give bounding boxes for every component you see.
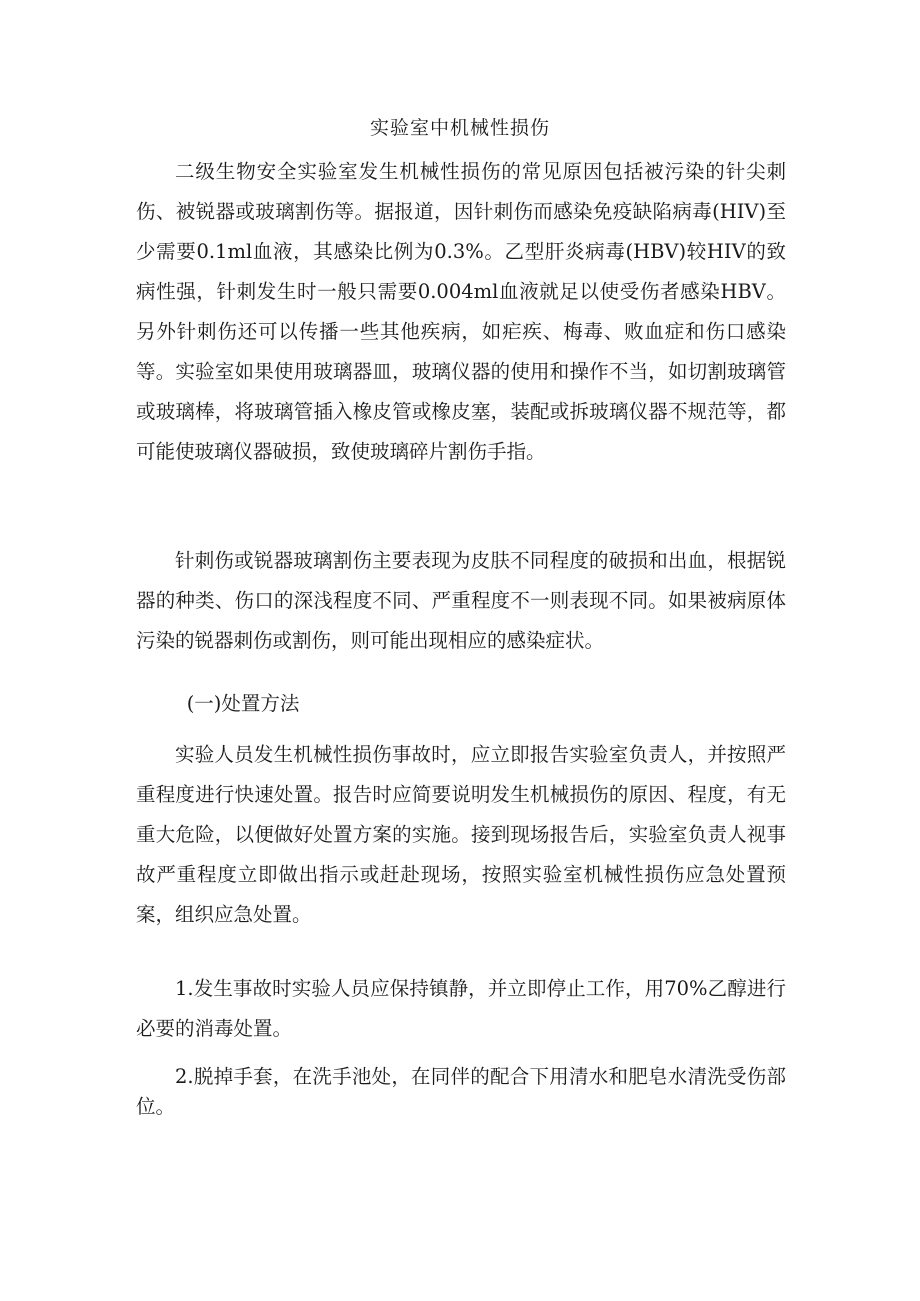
paragraph-symptoms: 针刺伤或锐器玻璃割伤主要表现为皮肤不同程度的破损和出血，根据锐器的种类、伤口的深浅程度不同、严重程度不一则表现不同。如果被病原体污染的锐器刺伤或割伤，则可能出现相应的感染症状。 (136, 549, 786, 652)
paragraph-reporting: 实验人员发生机械性损伤事故时，应立即报告实验室负责人，并按照严重程度进行快速处置。报告时应简要说明发生机械损伤的原因、程度，有无重大危险，以便做好处置方案的实施。接到现场报告后，实验室负责人视事故严重程度立即做出指示或赶赴现场，按照实验室机械性损伤应急处置预案，组织应急处置。 (136, 743, 786, 926)
step-2: 2.脱掉手套，在洗手池处，在同伴的配合下用清水和肥皂水清洗受伤部位。 (136, 1065, 786, 1118)
paragraph-causes: 二级生物安全实验室发生机械性损伤的常见原因包括被污染的针尖刺伤、被锐器或玻璃割伤等。据报道，因针刺伤而感染免疫缺陷病毒(HIV)至少需要0.1ml血液，其感染比例为0.3%。乙型肝炎病毒(HBV)较HIV的致病性强，针刺发生时一般只需要0.004ml血液就足以使受伤者感染HBV。另外针刺伤还可以传播一些其他疾病，如疟疾、梅毒、败血症和伤口感染等。实验室如果使用玻璃器皿，玻璃仪器的使用和操作不当，如切割玻璃管或玻璃棒，将玻璃管插入橡皮管或橡皮塞，装配或拆玻璃仪器不规范等，都可能使玻璃仪器破损，致使玻璃碎片割伤手指。 (136, 160, 786, 463)
document-title: 实验室中机械性损伤 (369, 117, 550, 139)
section-heading: (一)处置方法 (186, 692, 300, 715)
step-1: 1.发生事故时实验人员应保持镇静，并立即停止工作，用70%乙醇进行必要的消毒处置。 (136, 977, 786, 1040)
